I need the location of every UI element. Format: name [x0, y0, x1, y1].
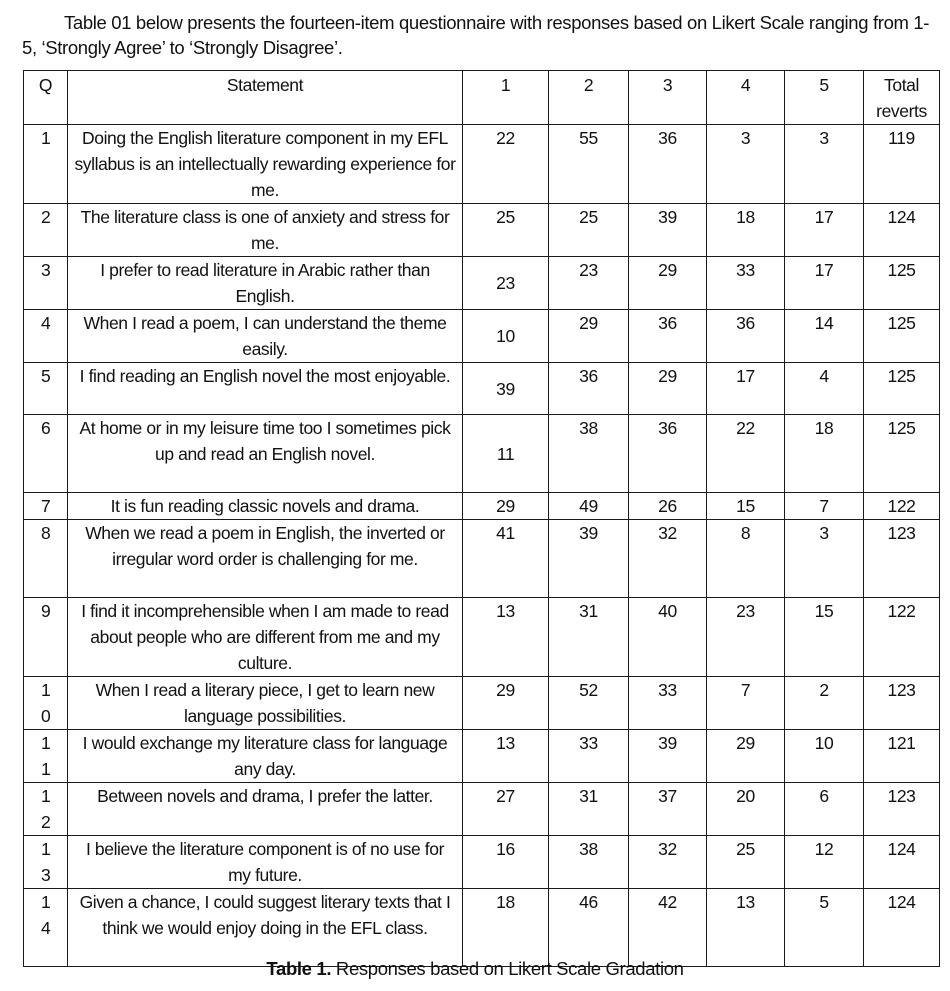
scale-2-cell: 31 [549, 783, 629, 836]
scale-4-cell: 22 [707, 415, 785, 493]
total-reverts-cell: 121 [864, 730, 940, 783]
scale-2-cell: 39 [549, 520, 629, 598]
scale-3-cell: 36 [629, 415, 707, 493]
table-caption [0, 958, 950, 980]
scale-5-cell: 4 [785, 363, 864, 415]
table-row [24, 677, 940, 730]
statement-cell: I would exchange my literature class for language any day. [68, 730, 463, 783]
scale-3-cell: 32 [629, 836, 707, 889]
total-reverts-cell: 123 [864, 677, 940, 730]
total-reverts-cell: 123 [864, 783, 940, 836]
header-total-reverts: Total reverts [864, 71, 940, 125]
scale-3-cell: 36 [629, 310, 707, 363]
question-number: 9 [24, 598, 68, 677]
question-number: 10 [24, 677, 68, 730]
scale-1-cell: 10 [463, 310, 549, 363]
intro-paragraph: Table 01 below presents the fourteen-item questionnaire with responses based on Likert Scale ranging from 1-5, ‘Strongly Agree’ to ‘Strongly Disagree’. [22, 12, 930, 58]
total-reverts-cell: 125 [864, 257, 940, 310]
scale-5-cell: 10 [785, 730, 864, 783]
scale-4-cell: 7 [707, 677, 785, 730]
scale-5-cell: 17 [785, 204, 864, 257]
question-number: 3 [24, 257, 68, 310]
header-scale-3: 3 [629, 71, 707, 125]
scale-3-cell: 33 [629, 677, 707, 730]
total-reverts-cell: 122 [864, 493, 940, 520]
question-number: 4 [24, 310, 68, 363]
scale-2-cell: 38 [549, 836, 629, 889]
scale-3-cell: 42 [629, 889, 707, 967]
table-row [24, 836, 940, 889]
table-row [24, 598, 940, 677]
statement-cell: When I read a literary piece, I get to learn new language possibilities. [68, 677, 463, 730]
table-body [24, 125, 940, 967]
total-reverts-cell: 119 [864, 125, 940, 204]
caption-label: Table 1. [266, 958, 332, 979]
header-scale-4: 4 [707, 71, 785, 125]
header-scale-5: 5 [785, 71, 864, 125]
scale-2-cell: 29 [549, 310, 629, 363]
scale-5-cell: 3 [785, 125, 864, 204]
question-number: 8 [24, 520, 68, 598]
header-q: Q [24, 71, 68, 125]
scale-4-cell: 15 [707, 493, 785, 520]
total-reverts-cell: 125 [864, 363, 940, 415]
statement-cell: When I read a poem, I can understand the theme easily. [68, 310, 463, 363]
total-reverts-cell: 124 [864, 889, 940, 967]
table-row [24, 204, 940, 257]
statement-cell: I find reading an English novel the most enjoyable. [68, 363, 463, 415]
scale-2-cell: 52 [549, 677, 629, 730]
table-row [24, 415, 940, 493]
scale-3-cell: 39 [629, 204, 707, 257]
scale-1-cell: 16 [463, 836, 549, 889]
scale-1-cell: 22 [463, 125, 549, 204]
table-row [24, 363, 940, 415]
statement-cell: I believe the literature component is of no use for my future. [68, 836, 463, 889]
scale-1-cell: 11 [463, 415, 549, 493]
caption-text: Responses based on Likert Scale Gradation [331, 958, 684, 979]
scale-1-cell: 29 [463, 677, 549, 730]
scale-4-cell: 29 [707, 730, 785, 783]
scale-1-cell: 25 [463, 204, 549, 257]
scale-5-cell: 5 [785, 889, 864, 967]
header-statement: Statement [68, 71, 463, 125]
statement-cell: At home or in my leisure time too I sometimes pick up and read an English novel. [68, 415, 463, 493]
total-reverts-cell: 124 [864, 836, 940, 889]
header-scale-2: 2 [549, 71, 629, 125]
scale-4-cell: 36 [707, 310, 785, 363]
scale-2-cell: 36 [549, 363, 629, 415]
scale-3-cell: 36 [629, 125, 707, 204]
scale-1-cell: 18 [463, 889, 549, 967]
total-reverts-cell: 122 [864, 598, 940, 677]
scale-3-cell: 40 [629, 598, 707, 677]
question-number: 14 [24, 889, 68, 967]
header-scale-1: 1 [463, 71, 549, 125]
scale-4-cell: 8 [707, 520, 785, 598]
question-number: 13 [24, 836, 68, 889]
statement-cell: I prefer to read literature in Arabic rather than English. [68, 257, 463, 310]
scale-5-cell: 15 [785, 598, 864, 677]
scale-3-cell: 39 [629, 730, 707, 783]
total-reverts-cell: 124 [864, 204, 940, 257]
scale-2-cell: 23 [549, 257, 629, 310]
statement-cell: I find it incomprehensible when I am made to read about people who are different from me and my culture. [68, 598, 463, 677]
scale-5-cell: 2 [785, 677, 864, 730]
table-row [24, 520, 940, 598]
scale-5-cell: 7 [785, 493, 864, 520]
scale-5-cell: 18 [785, 415, 864, 493]
table-row [24, 125, 940, 204]
scale-3-cell: 37 [629, 783, 707, 836]
total-reverts-cell: 125 [864, 310, 940, 363]
table-row [24, 730, 940, 783]
statement-cell: Given a chance, I could suggest literary texts that I think we would enjoy doing in the EFL class. [68, 889, 463, 967]
scale-2-cell: 31 [549, 598, 629, 677]
question-number: 2 [24, 204, 68, 257]
likert-responses-table [23, 70, 940, 967]
scale-2-cell: 25 [549, 204, 629, 257]
scale-4-cell: 33 [707, 257, 785, 310]
scale-2-cell: 38 [549, 415, 629, 493]
scale-2-cell: 49 [549, 493, 629, 520]
statement-cell: Between novels and drama, I prefer the latter. [68, 783, 463, 836]
scale-4-cell: 17 [707, 363, 785, 415]
total-reverts-cell: 123 [864, 520, 940, 598]
scale-4-cell: 25 [707, 836, 785, 889]
scale-1-cell: 13 [463, 730, 549, 783]
scale-1-cell: 23 [463, 257, 549, 310]
scale-5-cell: 6 [785, 783, 864, 836]
table-row [24, 310, 940, 363]
scale-5-cell: 12 [785, 836, 864, 889]
scale-1-cell: 27 [463, 783, 549, 836]
scale-3-cell: 32 [629, 520, 707, 598]
table-header-row [24, 71, 940, 125]
scale-4-cell: 23 [707, 598, 785, 677]
scale-4-cell: 20 [707, 783, 785, 836]
question-number: 12 [24, 783, 68, 836]
scale-4-cell: 18 [707, 204, 785, 257]
table-row [24, 493, 940, 520]
scale-1-cell: 41 [463, 520, 549, 598]
statement-cell: When we read a poem in English, the inverted or irregular word order is challenging for me. [68, 520, 463, 598]
scale-2-cell: 46 [549, 889, 629, 967]
table-row [24, 783, 940, 836]
scale-1-cell: 29 [463, 493, 549, 520]
table-row [24, 889, 940, 967]
question-number: 5 [24, 363, 68, 415]
scale-2-cell: 55 [549, 125, 629, 204]
scale-1-cell: 39 [463, 363, 549, 415]
question-number: 6 [24, 415, 68, 493]
scale-4-cell: 13 [707, 889, 785, 967]
question-number: 11 [24, 730, 68, 783]
scale-3-cell: 26 [629, 493, 707, 520]
statement-cell: The literature class is one of anxiety and stress for me. [68, 204, 463, 257]
scale-4-cell: 3 [707, 125, 785, 204]
total-reverts-cell: 125 [864, 415, 940, 493]
scale-3-cell: 29 [629, 257, 707, 310]
statement-cell: It is fun reading classic novels and drama. [68, 493, 463, 520]
question-number: 1 [24, 125, 68, 204]
scale-5-cell: 17 [785, 257, 864, 310]
scale-5-cell: 14 [785, 310, 864, 363]
table-row [24, 257, 940, 310]
scale-2-cell: 33 [549, 730, 629, 783]
scale-1-cell: 13 [463, 598, 549, 677]
question-number: 7 [24, 493, 68, 520]
scale-3-cell: 29 [629, 363, 707, 415]
statement-cell: Doing the English literature component in my EFL syllabus is an intellectually rewarding experience for me. [68, 125, 463, 204]
scale-5-cell: 3 [785, 520, 864, 598]
